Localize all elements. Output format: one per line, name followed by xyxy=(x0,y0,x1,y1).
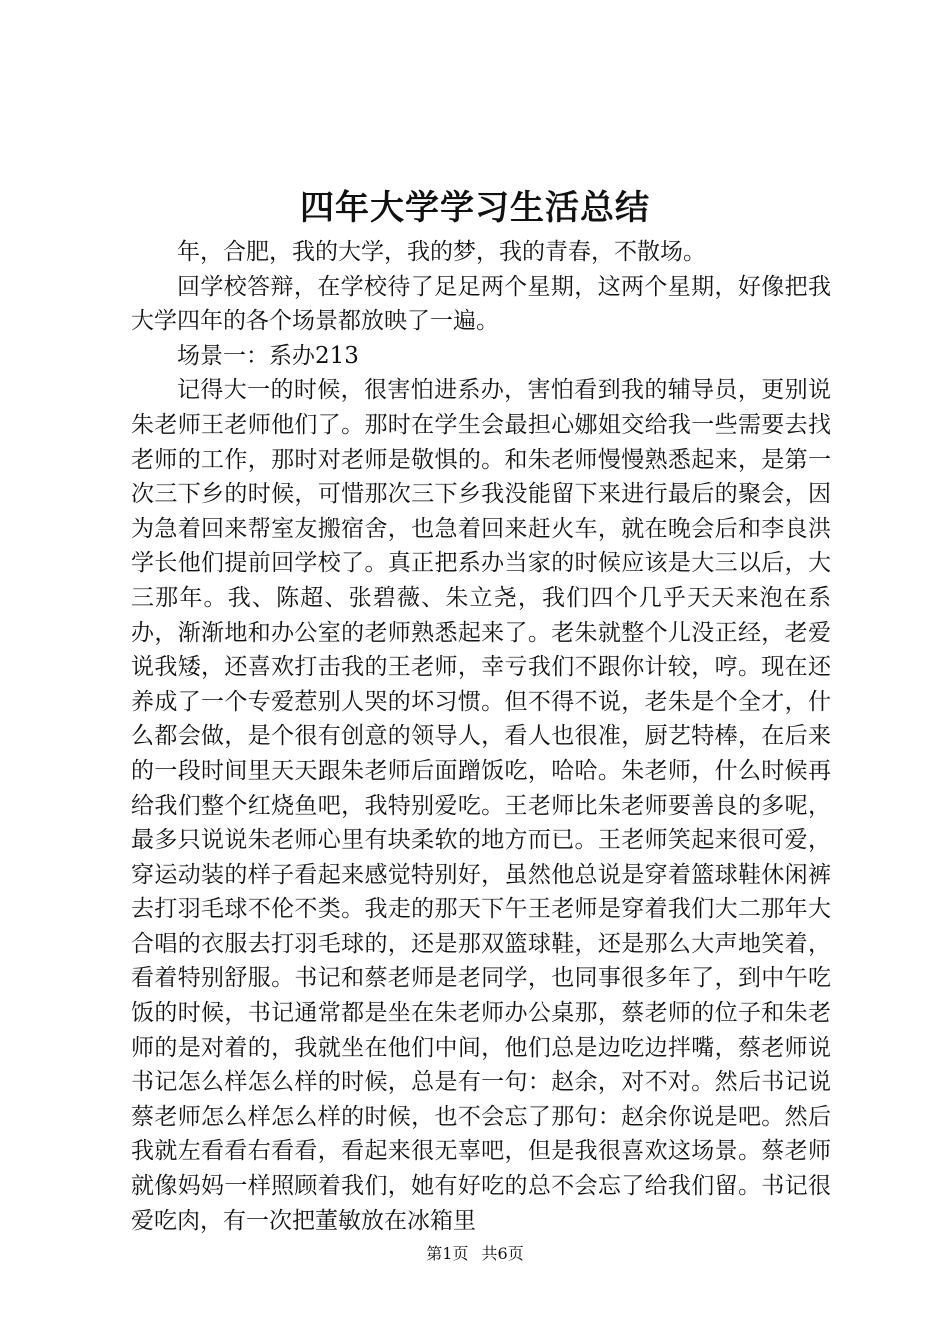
page-footer xyxy=(0,1243,950,1265)
page-number: 第1页 xyxy=(426,1244,469,1263)
section-heading-scene-one: 场景一：系办213 xyxy=(177,342,359,369)
document-title: 四年大学学习生活总结 xyxy=(300,188,650,228)
document-body xyxy=(131,235,831,1238)
paragraph-intro: 年，合肥，我的大学，我的梦，我的青春，不散场。 xyxy=(177,239,706,265)
paragraph-main: 记得大一的时候，很害怕进系办，害怕看到我的辅导员，更别说朱老师王老师他们了。那时在学生会最担心娜姐交给我一些需要去找老师的工作，那时对老师是敬惧的。和朱老师慢慢熟悉起来，是第一次三下乡的时候，可惜那次三下乡我没能留下来进行最后的聚会，因为急着回来帮室友搬宿舍，也急着回来赶火车，就在晚会后和李良洪学长他们提前回学校了。真正把系办当家的时候应该是大三以后，大三那年。我、陈超、张碧薇、朱立尧，我们四个几乎天天来泡在系办，渐渐地和办公室的老师熟悉起来了。老朱就整个儿没正经，老爱说我矮，还喜欢打击我的王老师，幸亏我们不跟你计较，哼。现在还养成了一个专爱惹别人哭的坏习惯。但不得不说，老朱是个全才，什么都会做，是个很有创意的领导人，看人也很准，厨艺特棒，在后来的一段时间里天天跟朱老师后面蹭饭吃，哈哈。朱老师，什么时候再给我们整个红烧鱼吧，我特别爱吃。王老师比朱老师要善良的多呢，最多只说说朱老师心里有块柔软的地方而已。王老师笑起来很可爱，穿运动装的样子看起来感觉特别好，虽然他总说是穿着篮球鞋休闲裤去打羽毛球不伦不类。我走的那天下午王老师是穿着我们大二那年大合唱的衣服去打羽毛球的，还是那双篮球鞋，还是那么大声地笑着，看着特别舒服。书记和蔡老师是老同学，也同事很多年了，到中午吃饭的时候，书记通常都是坐在朱老师办公桌那，蔡老师的位子和朱老师的是对着的，我就坐在他们中间，他们总是边吃边拌嘴，蔡老师说书记怎么样怎么样的时候，总是有一句：赵余，对不对。然后书记说蔡老师怎么样怎么样的时候，也不会忘了那句：赵余你说是吧。然后我就左看看右看看，看起来很无辜吧，但是我很喜欢这场景。蔡老师就像妈妈一样照顾着我们，她有好吃的总不会忘了给我们留。书记很爱吃肉，有一次把董敏放在冰箱里 xyxy=(131,377,831,1234)
page-total: 共6页 xyxy=(481,1244,524,1263)
paragraph-return: 回学校答辩，在学校待了足足两个星期，这两个星期，好像把我大学四年的各个场景都放映了一遍。 xyxy=(131,273,831,335)
